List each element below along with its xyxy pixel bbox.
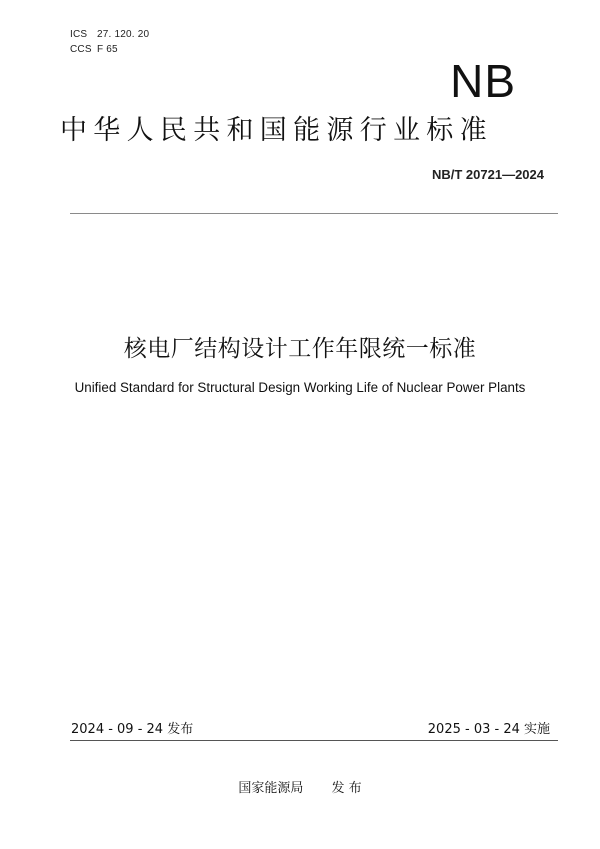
bottom-divider — [70, 740, 558, 741]
ccs-classification — [70, 44, 118, 55]
issuer-name: 国家能源局 — [238, 781, 304, 796]
standard-number: NB/T 20721—2024 — [431, 167, 544, 182]
ics-classification — [70, 29, 149, 40]
ccs-label: CCS — [70, 44, 92, 55]
issue-date: 2024 - 09 - 24 发布 — [71, 722, 194, 737]
ccs-value: F 65 — [97, 44, 118, 55]
implementation-date: 2025 - 03 - 24 实施 — [427, 722, 550, 737]
ics-label: ICS — [70, 29, 88, 40]
issuer-action: 发 布 — [331, 781, 362, 796]
top-divider — [70, 213, 558, 214]
issuer-line — [0, 777, 600, 796]
document-title-chinese: 核电厂结构设计工作年限统一标准 — [123, 336, 477, 362]
industry-standard-title: 中华人民共和国能源行业标准 — [60, 115, 493, 146]
ics-value: 27. 120. 20 — [97, 29, 150, 40]
document-title-english: Unified Standard for Structural Design Working Life of Nuclear Power Plants — [74, 380, 526, 395]
standard-code-logo: NB — [450, 55, 516, 107]
